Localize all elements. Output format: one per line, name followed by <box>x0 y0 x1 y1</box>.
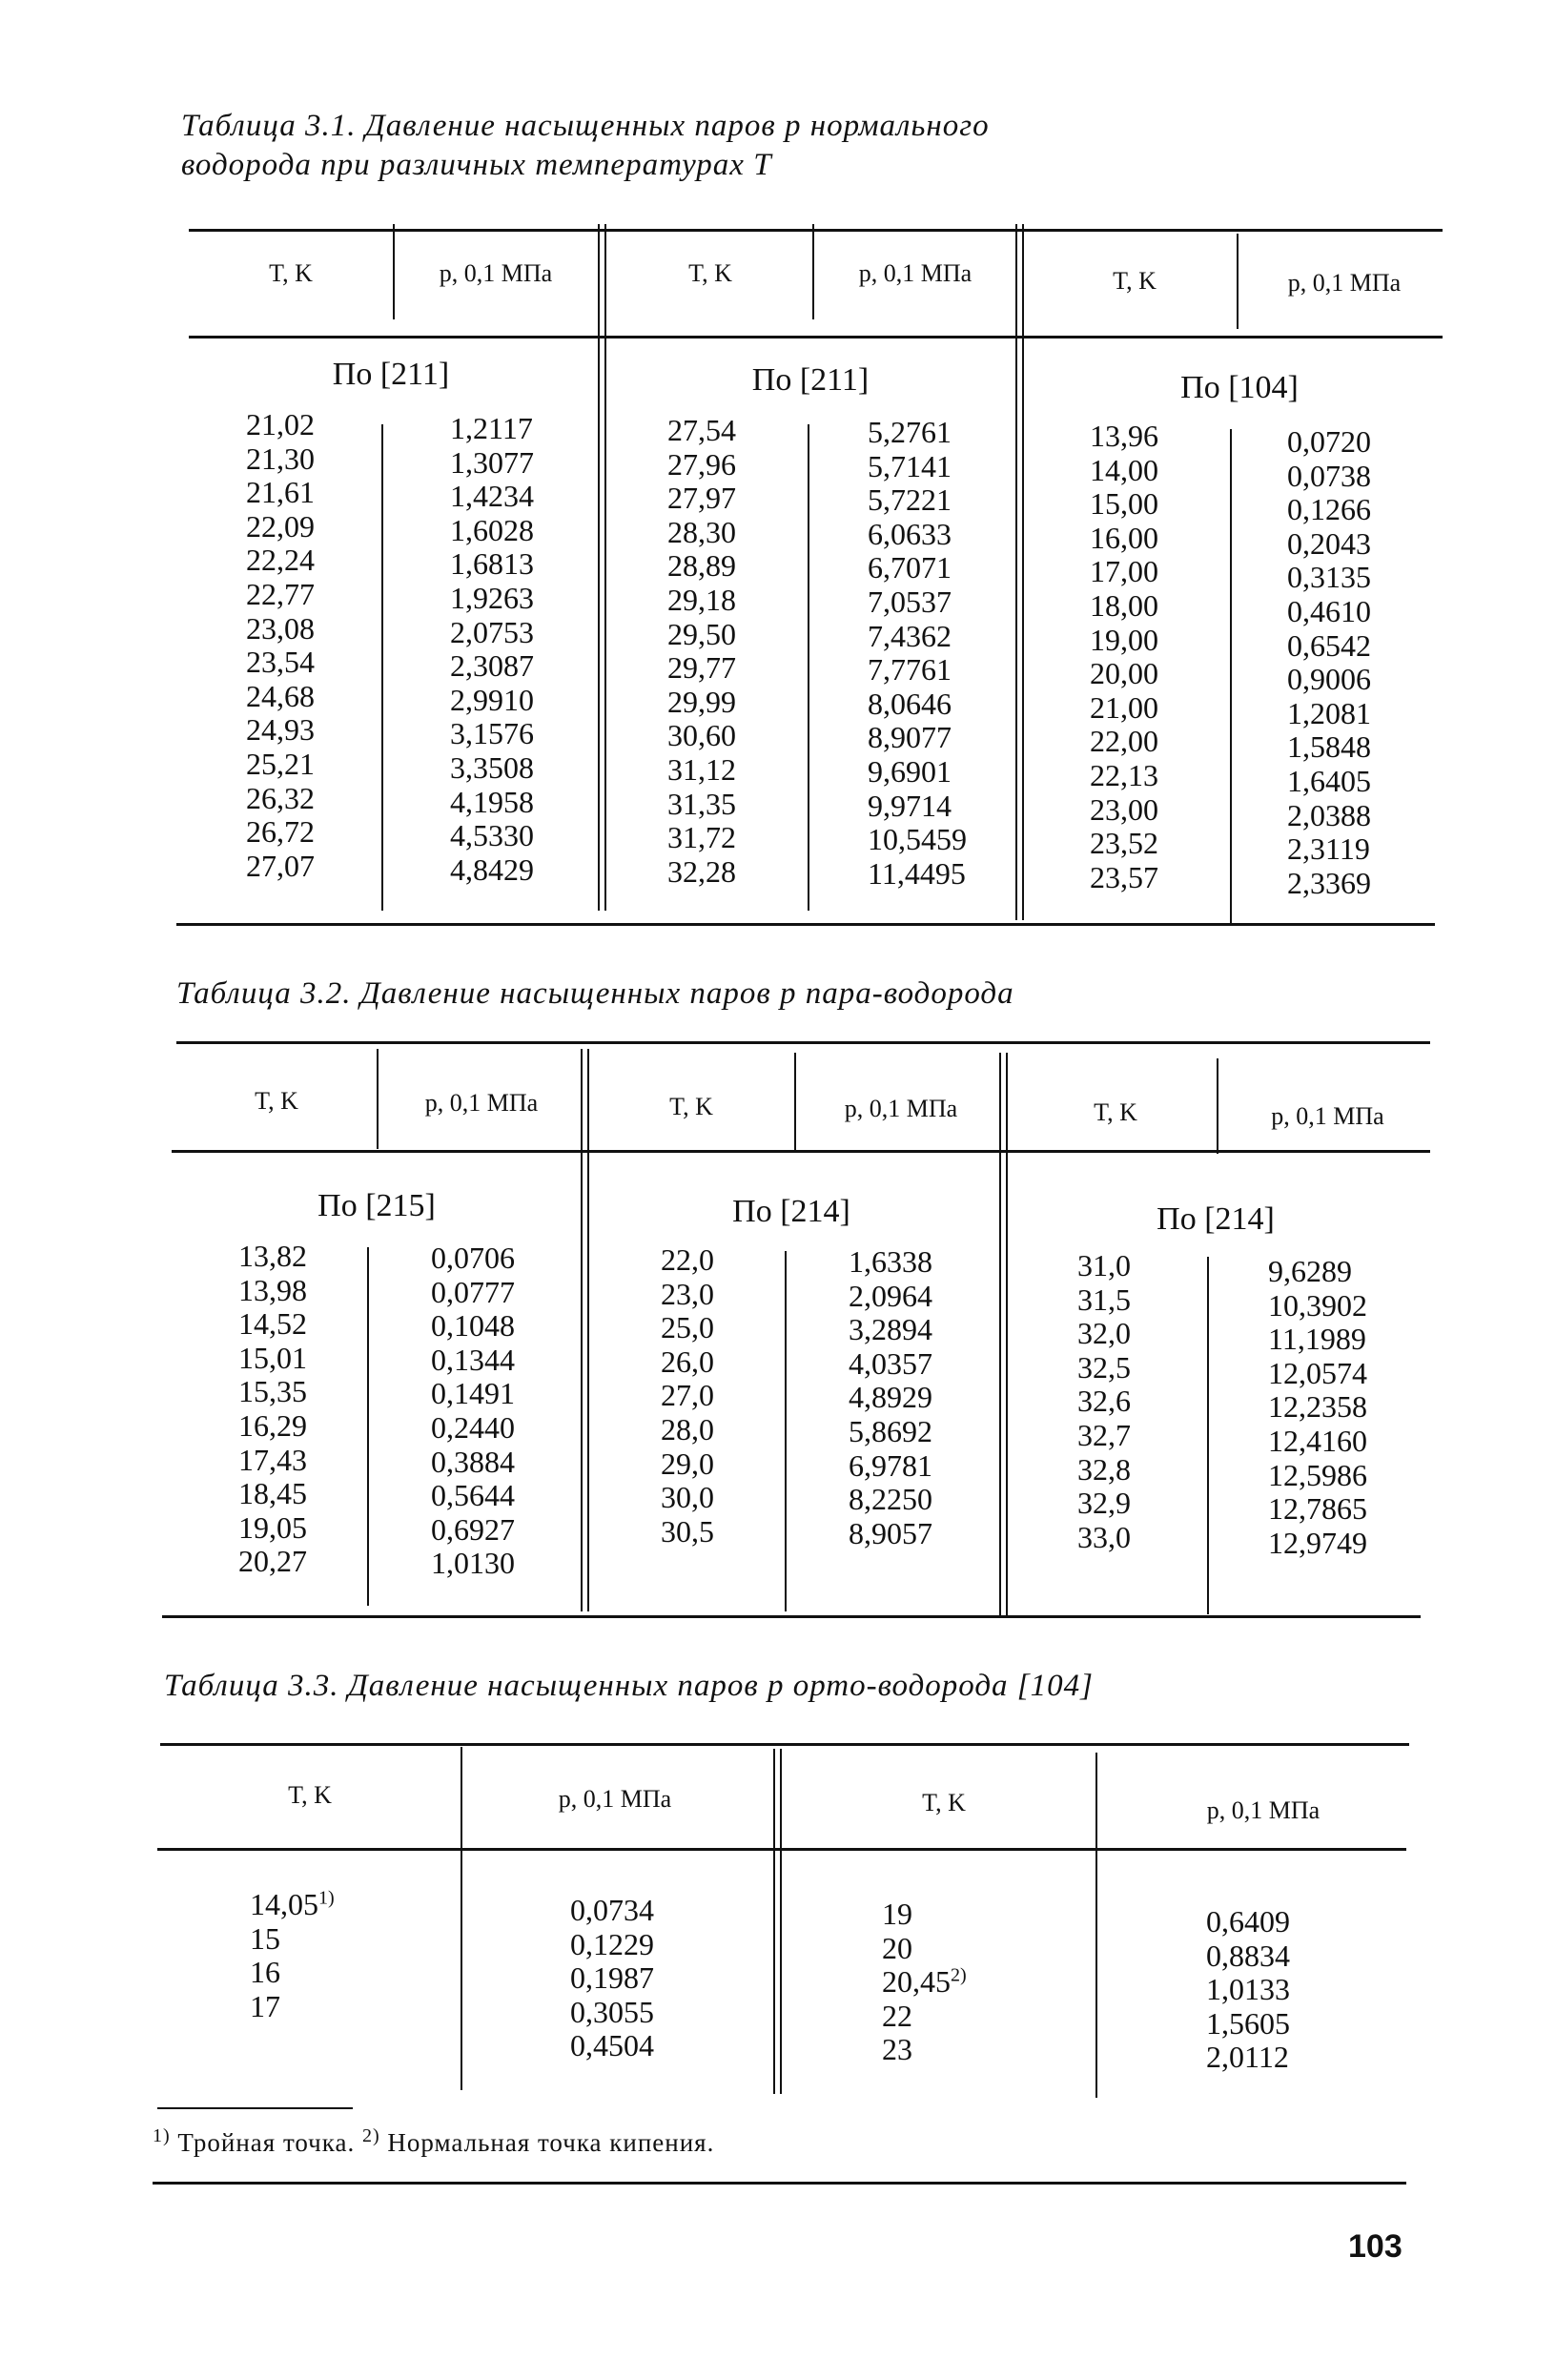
cell: 21,61 <box>246 475 315 510</box>
rule <box>189 336 1443 339</box>
cell: 9,6901 <box>868 753 952 789</box>
cell: 25,21 <box>246 746 315 781</box>
cell: 6,0633 <box>868 516 952 551</box>
cell: 14,00 <box>1090 452 1158 487</box>
cell: 31,12 <box>667 751 736 787</box>
cell: 26,0 <box>661 1344 714 1379</box>
rule <box>381 424 383 911</box>
cell: 1,3077 <box>450 444 534 480</box>
cell: 32,7 <box>1077 1417 1131 1452</box>
cell: 0,2043 <box>1287 525 1371 561</box>
header-p: p, 0,1 МПа <box>858 259 972 287</box>
cell: 24,93 <box>246 712 315 748</box>
rule <box>785 1251 787 1611</box>
cell: 27,96 <box>667 446 736 482</box>
cell: 10,5459 <box>868 822 967 857</box>
source-label: По [214] <box>732 1194 850 1229</box>
rule <box>1217 1058 1218 1154</box>
rule <box>1015 224 1024 920</box>
cell: 5,7141 <box>868 448 952 483</box>
cell: 7,0537 <box>868 584 952 619</box>
cell: 2,0753 <box>450 614 534 649</box>
cell: 5,2761 <box>868 415 952 449</box>
column-p <box>868 416 967 891</box>
cell: 22,09 <box>246 508 315 544</box>
rule <box>999 1053 1008 1615</box>
header-p: p, 0,1 МПа <box>1271 1102 1384 1130</box>
cell: 6,7071 <box>868 550 952 585</box>
cell: 12,4160 <box>1268 1423 1367 1458</box>
cell: 22,13 <box>1090 757 1158 792</box>
cell: 32,5 <box>1077 1349 1131 1385</box>
rule <box>461 1747 462 2090</box>
footnote-rule <box>157 2107 353 2109</box>
header-t: T, K <box>688 259 732 287</box>
cell: 29,0 <box>661 1446 714 1481</box>
cell: 18,00 <box>1090 587 1158 623</box>
rule <box>581 1049 589 1611</box>
header-t: T, K <box>255 1087 298 1115</box>
cell: 23,00 <box>1090 791 1158 827</box>
header-t: T, K <box>288 1781 332 1809</box>
cell: 16 <box>250 1955 280 1990</box>
caption-line-1: Таблица 3.1. Давление насыщенных паров p нормального <box>181 109 990 143</box>
source-label: По [211] <box>332 357 450 392</box>
cell: 5,7221 <box>868 482 952 518</box>
column-t <box>661 1243 714 1549</box>
cell: 14,52 <box>238 1306 307 1342</box>
cell: 0,6927 <box>431 1511 515 1547</box>
column-t <box>882 1898 967 2067</box>
cell: 0,6542 <box>1287 627 1371 663</box>
cell: 20,27 <box>238 1544 307 1579</box>
cell: 0,0720 <box>1287 424 1371 459</box>
cell: 7,4362 <box>868 618 952 653</box>
cell: 13,98 <box>238 1272 307 1307</box>
triple-point-t: 14,05 <box>250 1887 318 1921</box>
caption-line-2: водорода при различных температурах T <box>181 148 772 182</box>
header-p: p, 0,1 МПа <box>439 259 553 287</box>
cell: 21,02 <box>246 407 315 441</box>
header-p: p, 0,1 МПа <box>424 1089 539 1117</box>
header-p: p, 0,1 МПа <box>844 1095 958 1122</box>
cell: 23,08 <box>246 610 315 646</box>
footnote-marker: 1) <box>153 2125 171 2146</box>
cell: 30,60 <box>667 718 736 753</box>
cell: 0,1491 <box>431 1376 515 1411</box>
column-t <box>1090 420 1158 894</box>
cell: 27,07 <box>246 848 315 883</box>
rule <box>160 1743 1409 1746</box>
cell: 0,4610 <box>1287 593 1371 628</box>
cell: 17,43 <box>238 1442 307 1477</box>
cell: 12,0574 <box>1268 1355 1367 1390</box>
cell: 32,28 <box>667 853 736 889</box>
cell: 0,8834 <box>1206 1938 1290 1973</box>
cell: 1,0133 <box>1206 1972 1290 2007</box>
cell: 0,3055 <box>570 1994 654 2029</box>
cell: 32,0 <box>1077 1316 1131 1351</box>
cell: 0,1344 <box>431 1342 515 1377</box>
cell: 22,00 <box>1090 724 1158 759</box>
cell: 5,8692 <box>849 1413 932 1448</box>
cell: 8,9077 <box>868 720 952 755</box>
boiling-point-t: 20,45 <box>882 1964 951 2000</box>
cell: 31,5 <box>1077 1282 1131 1317</box>
cell: 15 <box>250 1920 280 1956</box>
rule <box>598 224 606 911</box>
cell: 7,7761 <box>868 652 952 687</box>
table-3-2-caption: Таблица 3.2. Давление насыщенных паров p пара-водорода <box>176 976 1014 1011</box>
cell: 27,97 <box>667 481 736 516</box>
rule <box>1230 429 1232 925</box>
cell: 12,9749 <box>1268 1525 1367 1560</box>
cell: 2,3369 <box>1287 865 1371 900</box>
cell: 2,0964 <box>849 1278 932 1313</box>
cell: 30,5 <box>661 1513 714 1549</box>
cell: 2,3087 <box>450 648 534 684</box>
cell: 19,05 <box>238 1509 307 1545</box>
footnote-text: Нормальная точка кипения. <box>387 2128 715 2157</box>
cell: 8,0646 <box>868 686 952 721</box>
cell: 32,6 <box>1077 1384 1131 1419</box>
cell: 8,9057 <box>849 1515 932 1550</box>
cell: 20,00 <box>1090 656 1158 691</box>
column-p <box>1206 1905 1290 2075</box>
cell: 23,52 <box>1090 826 1158 861</box>
cell: 9,6289 <box>1268 1254 1352 1288</box>
cell: 31,35 <box>667 786 736 821</box>
footnote-ref: 2) <box>951 1964 967 1986</box>
cell: 0,3884 <box>431 1444 515 1479</box>
cell: 25,0 <box>661 1310 714 1345</box>
cell: 18,45 <box>238 1476 307 1511</box>
column-p <box>450 412 534 887</box>
cell: 4,1958 <box>450 784 534 819</box>
cell: 1,0130 <box>431 1546 515 1581</box>
cell: 28,0 <box>661 1411 714 1446</box>
footnote-text: Тройная точка. <box>177 2128 356 2157</box>
rule <box>812 224 814 319</box>
cell: 1,6813 <box>450 546 534 582</box>
cell: 32,8 <box>1077 1451 1131 1487</box>
cell: 1,6028 <box>450 512 534 547</box>
cell: 28,89 <box>667 548 736 584</box>
cell: 15,01 <box>238 1340 307 1375</box>
cell: 13,96 <box>1090 419 1158 453</box>
cell: 12,2358 <box>1268 1389 1367 1425</box>
column-t <box>667 414 736 889</box>
cell: 0,1048 <box>431 1308 515 1344</box>
rule <box>157 1848 1406 1851</box>
cell: 6,9781 <box>849 1447 932 1483</box>
cell: 16,29 <box>238 1407 307 1443</box>
column-p <box>570 1894 654 2063</box>
cell: 0,0738 <box>1287 458 1371 493</box>
cell: 3,2894 <box>849 1312 932 1347</box>
cell: 1,5605 <box>1206 2005 1290 2041</box>
cell: 0,0734 <box>570 1893 654 1927</box>
cell: 32,9 <box>1077 1486 1131 1521</box>
rule <box>176 1041 1430 1044</box>
cell: 19,00 <box>1090 622 1158 657</box>
footnote-marker: 2) <box>361 2125 380 2146</box>
cell: 2,9910 <box>450 682 534 717</box>
column-p <box>849 1245 932 1550</box>
cell: 31,0 <box>1077 1248 1131 1282</box>
header-p: p, 0,1 МПа <box>558 1785 672 1813</box>
column-p <box>1268 1255 1367 1560</box>
cell: 10,3902 <box>1268 1287 1367 1323</box>
cell: 4,0357 <box>849 1345 932 1381</box>
header-t: T, K <box>1113 267 1157 295</box>
cell: 0,9006 <box>1287 662 1371 697</box>
source-label: По [211] <box>751 362 870 398</box>
cell: 3,3508 <box>450 749 534 785</box>
cell: 22,0 <box>661 1242 714 1277</box>
cell: 29,18 <box>667 582 736 617</box>
cell: 12,7865 <box>1268 1491 1367 1527</box>
cell: 22,24 <box>246 543 315 578</box>
page-number: 103 <box>1348 2228 1402 2265</box>
cell: 0,1229 <box>570 1926 654 1961</box>
rule <box>172 1150 1430 1153</box>
cell: 0,1987 <box>570 1960 654 1996</box>
rule <box>367 1247 369 1606</box>
source-label: По [215] <box>317 1188 436 1223</box>
cell: 4,8429 <box>450 851 534 887</box>
cell: 1,2117 <box>450 411 533 445</box>
cell: 27,54 <box>667 413 736 447</box>
cell: 15,00 <box>1090 486 1158 522</box>
column-t <box>250 1888 335 2023</box>
cell: 29,99 <box>667 684 736 719</box>
cell: 17 <box>250 1988 280 2023</box>
cell: 23,0 <box>661 1276 714 1311</box>
rule <box>773 1749 782 2094</box>
cell: 0,0706 <box>431 1241 515 1275</box>
cell: 27,0 <box>661 1378 714 1413</box>
cell: 29,77 <box>667 650 736 686</box>
cell: 24,68 <box>246 678 315 713</box>
table-3-1-caption <box>181 107 1325 185</box>
cell: 8,2250 <box>849 1482 932 1517</box>
header-t: T, K <box>922 1789 966 1816</box>
cell: 21,00 <box>1090 689 1158 725</box>
footnote <box>153 2125 715 2158</box>
cell: 28,30 <box>667 514 736 549</box>
cell: 13,82 <box>238 1239 307 1273</box>
cell: 26,72 <box>246 814 315 850</box>
cell: 29,50 <box>667 616 736 651</box>
cell: 31,72 <box>667 820 736 855</box>
cell: 26,32 <box>246 780 315 815</box>
cell: 0,1266 <box>1287 492 1371 527</box>
rule <box>162 1615 1421 1618</box>
cell: 22,77 <box>246 576 315 611</box>
cell: 0,5644 <box>431 1478 515 1513</box>
rule <box>1207 1257 1209 1614</box>
cell: 1,4234 <box>450 479 534 514</box>
cell: 33,0 <box>1077 1519 1131 1554</box>
cell: 4,8929 <box>849 1380 932 1415</box>
cell: 30,0 <box>661 1480 714 1515</box>
cell: 23,54 <box>246 645 315 680</box>
rule <box>1237 234 1239 329</box>
column-t <box>246 408 315 883</box>
header-t: T, K <box>669 1093 713 1120</box>
column-t <box>238 1240 307 1579</box>
cell: 0,3135 <box>1287 560 1371 595</box>
cell: 22 <box>882 1998 912 2033</box>
cell: 1,6338 <box>849 1244 932 1279</box>
cell: 1,6405 <box>1287 763 1371 798</box>
rule <box>1095 1753 1097 2098</box>
cell: 15,35 <box>238 1374 307 1409</box>
header-t: T, K <box>269 259 313 287</box>
rule <box>153 2182 1406 2185</box>
cell: 23,57 <box>1090 859 1158 894</box>
cell: 1,2081 <box>1287 695 1371 730</box>
source-label: По [104] <box>1180 370 1299 405</box>
column-p <box>431 1241 515 1581</box>
rule <box>794 1053 796 1150</box>
rule <box>808 424 809 911</box>
column-t <box>1077 1249 1131 1554</box>
cell: 11,1989 <box>1268 1322 1366 1357</box>
cell: 17,00 <box>1090 554 1158 589</box>
rule <box>176 923 1435 926</box>
column-p <box>1287 425 1371 900</box>
cell: 2,3119 <box>1287 831 1370 867</box>
cell: 0,2440 <box>431 1409 515 1445</box>
cell: 16,00 <box>1090 520 1158 555</box>
cell: 2,0388 <box>1287 797 1371 832</box>
footnote-ref: 1) <box>318 1887 335 1909</box>
cell: 19 <box>882 1897 912 1931</box>
cell: 12,5986 <box>1268 1457 1367 1492</box>
cell: 11,4495 <box>868 855 966 891</box>
cell: 23 <box>882 2032 912 2067</box>
cell: 1,9263 <box>450 580 534 615</box>
source-label: По [214] <box>1157 1201 1275 1237</box>
rule <box>189 229 1443 232</box>
cell: 9,9714 <box>868 788 952 823</box>
rule <box>377 1049 379 1149</box>
cell: 4,5330 <box>450 818 534 853</box>
table-3-3-caption: Таблица 3.3. Давление насыщенных паров p орто-водорода [104] <box>164 1669 1094 1703</box>
cell: 0,0777 <box>431 1274 515 1309</box>
header-p: p, 0,1 МПа <box>1287 269 1402 297</box>
header-t: T, K <box>1094 1098 1137 1126</box>
cell: 20 <box>882 1930 912 1965</box>
cell: 1,5848 <box>1287 729 1371 765</box>
cell: 21,30 <box>246 441 315 476</box>
cell: 0,4504 <box>570 2028 654 2063</box>
cell: 3,1576 <box>450 716 534 751</box>
header-p: p, 0,1 МПа <box>1206 1796 1321 1824</box>
rule <box>393 224 395 319</box>
cell: 0,6409 <box>1206 1904 1290 1939</box>
cell: 2,0112 <box>1206 2040 1289 2075</box>
